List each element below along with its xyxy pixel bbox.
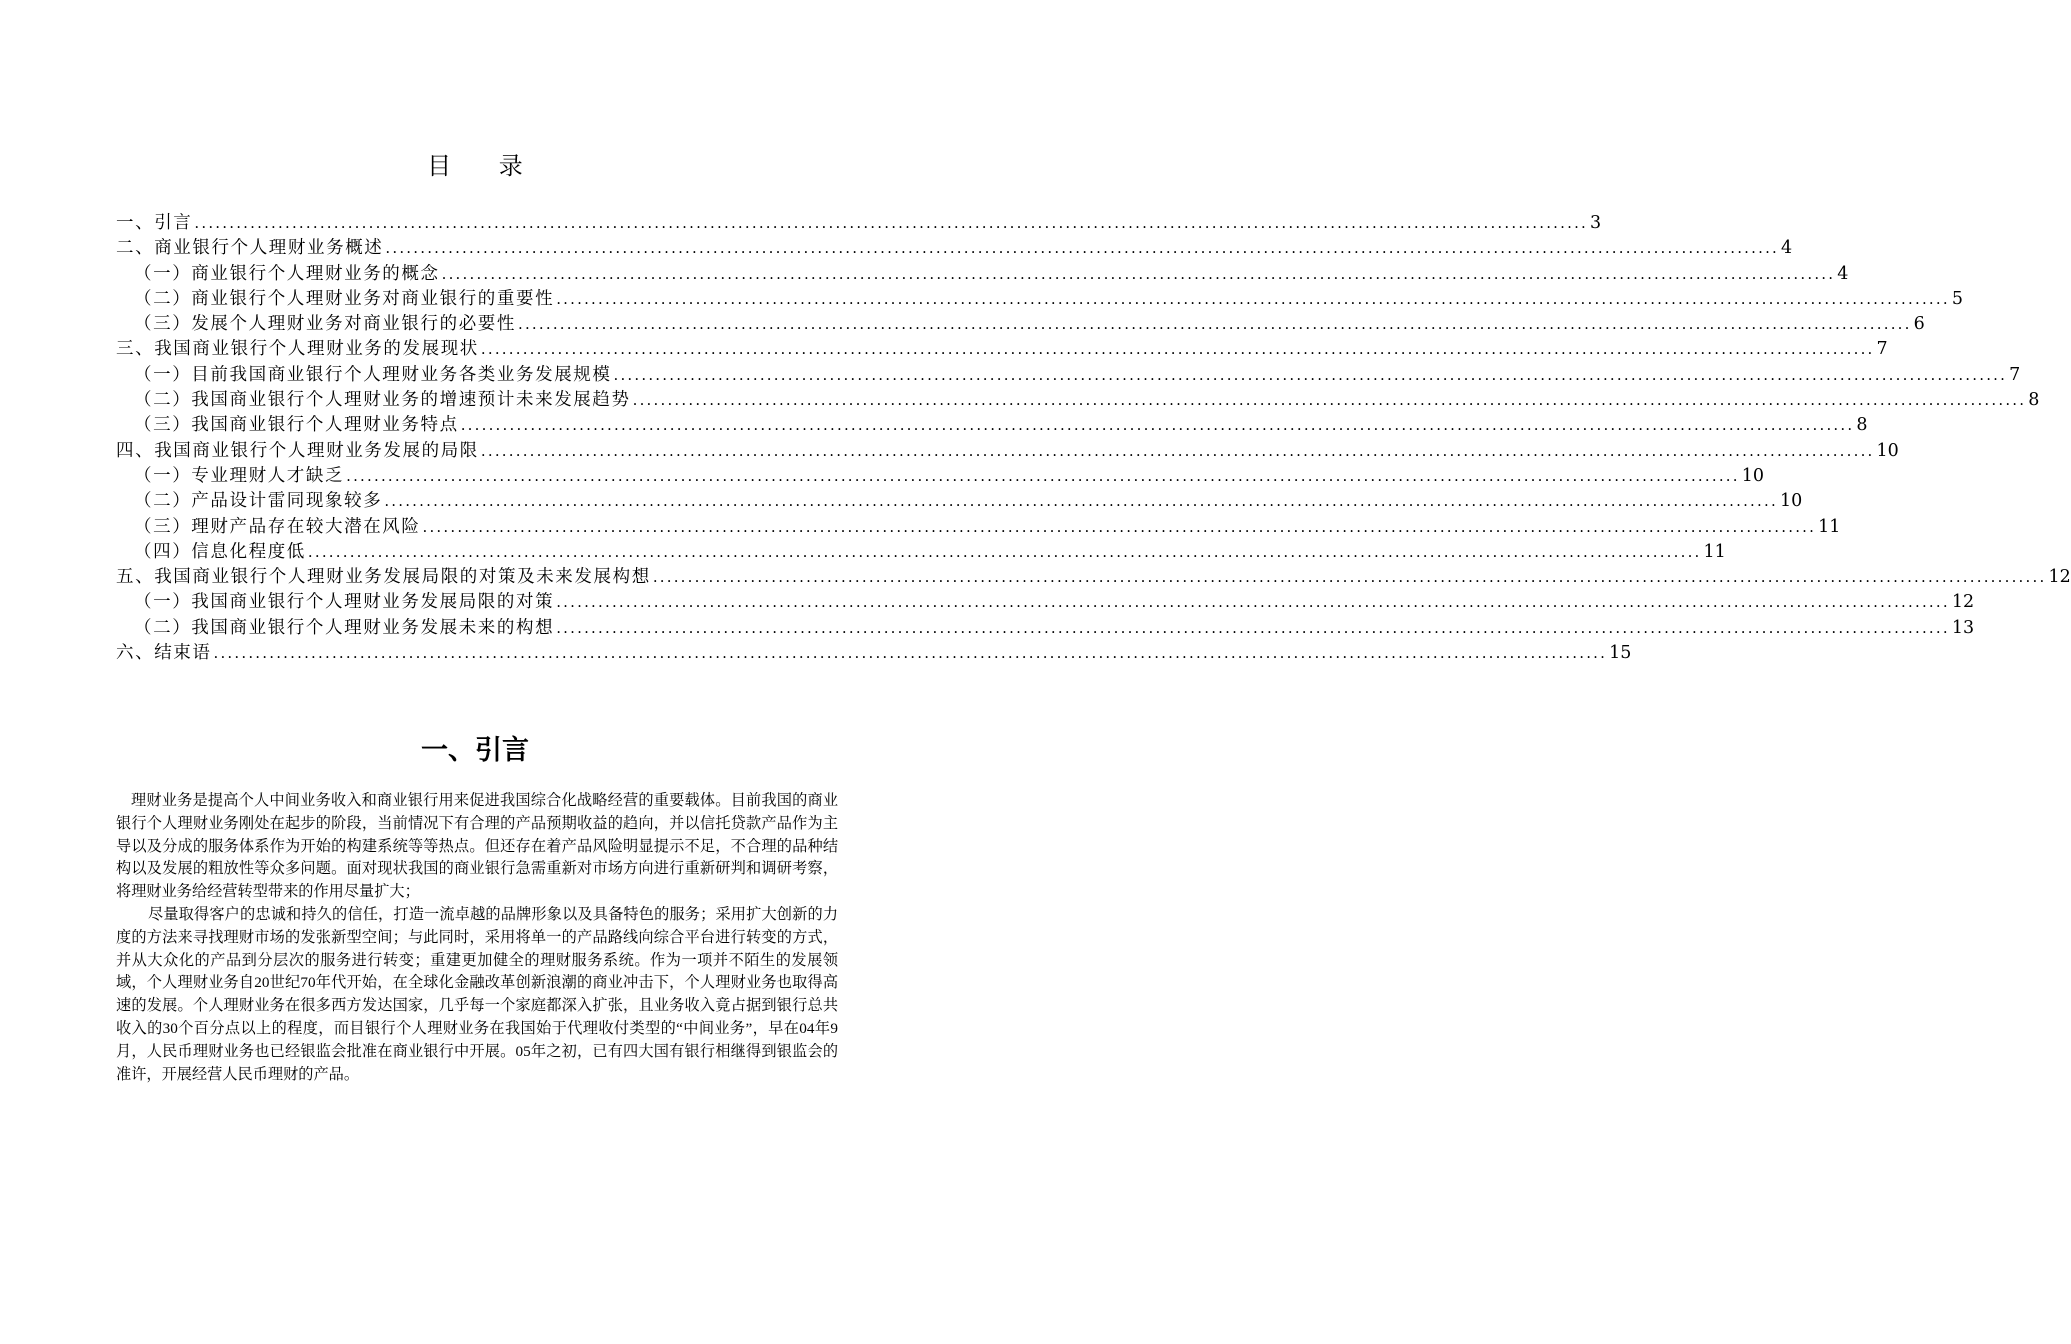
toc-page-number: 15 <box>1609 643 1632 664</box>
toc-entry-text: 六、结束语 <box>116 643 212 664</box>
toc-entry[interactable] <box>116 413 1868 438</box>
toc-leader-dots: ........................................................................................................................................................................................................ <box>632 391 2027 410</box>
toc-leader-dots: ........................................................................................................................................................................................................ <box>518 315 1912 334</box>
toc-page-number: 8 <box>2028 390 2040 411</box>
toc-entry-text: （二）我国商业银行个人理财业务发展未来的构想 <box>134 617 555 638</box>
toc-leader-dots: ........................................................................................................................................................................................................ <box>441 264 1836 283</box>
toc-leader-dots: ........................................................................................................................................................................................................ <box>556 618 1950 637</box>
toc-page-number: 7 <box>1876 339 1888 360</box>
table-of-contents <box>116 211 2071 666</box>
toc-page-number: 5 <box>1951 288 1963 309</box>
toc-page-number: 11 <box>1703 541 1726 562</box>
toc-entry-text: 一、引言 <box>116 213 193 233</box>
toc-entry[interactable] <box>116 565 2071 590</box>
toc-entry[interactable] <box>116 211 1602 236</box>
toc-entry[interactable] <box>116 287 1963 312</box>
toc-page-number: 12 <box>1951 592 1975 613</box>
toc-page-number: 4 <box>1781 238 1793 259</box>
toc-entry[interactable] <box>116 515 1841 540</box>
toc-entry[interactable] <box>116 388 2040 413</box>
toc-entry[interactable] <box>116 489 1803 514</box>
toc-entry-text: 四、我国商业银行个人理财业务发展的局限 <box>116 440 479 461</box>
toc-page-number: 6 <box>1913 314 1925 335</box>
toc-entry-text: （一）专业理财人才缺乏 <box>134 465 345 486</box>
section-body <box>116 790 838 1086</box>
toc-entry-text: （二）商业银行个人理财业务对商业银行的重要性 <box>134 288 555 309</box>
toc-entry-text: 五、我国商业银行个人理财业务发展局限的对策及未来发展构想 <box>116 567 651 588</box>
toc-page-number: 4 <box>1837 263 1849 284</box>
body-paragraph: 尽量取得客户的忠诚和持久的信任，打造一流卓越的品牌形象以及具备特色的服务；采用扩大创新的力度的方法来寻找理财市场的发张新型空间；与此同时，采用将单一的产品路线向综合平台进行转变的方式，并从大众化的产品到分层次的服务进行转变；重建更加健全的理财服务系统。作为一项并不陌生的发展领域，个人理财业务自20世纪70年代开始，在全球化金融改革创新浪潮的商业冲击下，个人理财业务也取得高速的发展。个人理财业务在很多西方发达国家，几乎每一个家庭都深入扩张，且业务收入竟占据到银行总共收入的30个百分点以上的程度，而目银行个人理财业务在我国始于代理收付类型的“中间业务”，早在04年9月，人民币理财业务也已经银监会批准在商业银行中开展。05年之初，已有四大国有银行相继得到银监会的准许，开展经营人民币理财的产品。 <box>116 905 838 1083</box>
toc-entry[interactable] <box>116 439 1899 464</box>
toc-entry-text: （三）我国商业银行个人理财业务特点 <box>134 415 459 436</box>
toc-entry[interactable] <box>116 337 1888 362</box>
toc-leader-dots: ........................................................................................................................................................................................................ <box>480 340 1875 359</box>
toc-entry[interactable] <box>116 641 1632 666</box>
toc-entry-text: （三）理财产品存在较大潜在风险 <box>134 516 421 537</box>
toc-leader-dots: ........................................................................................................................................................................................................ <box>194 214 1589 232</box>
toc-title: 目 录 <box>427 152 543 180</box>
toc-leader-dots: ........................................................................................................................................................................................................ <box>480 441 1875 460</box>
toc-entry-text: （一）商业银行个人理财业务的概念 <box>134 263 440 284</box>
toc-entry-text: （一）我国商业银行个人理财业务发展局限的对策 <box>134 592 555 613</box>
toc-entry[interactable] <box>116 464 1765 489</box>
toc-leader-dots: ........................................................................................................................................................................................................ <box>652 568 2047 587</box>
toc-entry[interactable] <box>116 312 1925 337</box>
toc-page-number: 3 <box>1590 213 1602 233</box>
toc-page-number: 7 <box>2009 364 2021 385</box>
toc-leader-dots: ........................................................................................................................................................................................................ <box>213 644 1608 663</box>
toc-entry-text: 二、商业银行个人理财业务概述 <box>116 238 384 259</box>
toc-entry-text: （四）信息化程度低 <box>134 541 306 562</box>
toc-page-number: 8 <box>1856 415 1868 436</box>
toc-leader-dots: ........................................................................................................................................................................................................ <box>556 593 1950 612</box>
toc-page-number: 10 <box>1741 465 1765 486</box>
section-title: 一、引言 <box>421 735 529 766</box>
toc-page-number: 12 <box>2048 567 2071 588</box>
toc-entry-text: （二）产品设计雷同现象较多 <box>134 491 383 512</box>
toc-entry[interactable] <box>116 262 1849 287</box>
toc-page-number: 10 <box>1779 491 1803 512</box>
toc-entry-text: 三、我国商业银行个人理财业务的发展现状 <box>116 339 479 360</box>
toc-entry[interactable] <box>116 590 1975 615</box>
toc-entry-text: （二）我国商业银行个人理财业务的增速预计未来发展趋势 <box>134 390 631 411</box>
toc-leader-dots: ........................................................................................................................................................................................................ <box>422 517 1817 536</box>
toc-leader-dots: ........................................................................................................................................................................................................ <box>385 239 1780 258</box>
toc-entry-text: （三）发展个人理财业务对商业银行的必要性 <box>134 314 516 335</box>
toc-entry[interactable] <box>116 363 2021 388</box>
toc-leader-dots: ........................................................................................................................................................................................................ <box>556 289 1950 308</box>
toc-page-number: 10 <box>1876 440 1899 461</box>
toc-page-number: 13 <box>1951 617 1975 638</box>
toc-page-number: 11 <box>1818 516 1841 537</box>
toc-entry-text: （一）目前我国商业银行个人理财业务各类业务发展规模 <box>134 364 612 385</box>
toc-leader-dots: ........................................................................................................................................................................................................ <box>613 365 2008 384</box>
toc-leader-dots: ........................................................................................................................................................................................................ <box>460 416 1855 435</box>
toc-leader-dots: ........................................................................................................................................................................................................ <box>346 466 1740 485</box>
toc-entry[interactable] <box>116 236 1793 261</box>
toc-leader-dots: ........................................................................................................................................................................................................ <box>307 542 1702 561</box>
toc-entry[interactable] <box>116 540 1726 565</box>
body-paragraph: 理财业务是提高个人中间业务收入和商业银行用来促进我国综合化战略经营的重要载体。目前我国的商业银行个人理财业务刚处在起步的阶段，当前情况下有合理的产品预期收益的趋向，并以信托贷款产品作为主导以及分成的服务体系作为开始的构建系统等等热点。但还存在着产品风险明显提示不足，不合理的品种结构以及发展的粗放性等众多问题。面对现状我国的商业银行急需重新对市场方向进行重新研判和调研考察，将理财业务给经营转型带来的作用尽量扩大； <box>116 792 838 901</box>
toc-leader-dots: ........................................................................................................................................................................................................ <box>384 492 1778 511</box>
toc-entry[interactable] <box>116 616 1975 641</box>
